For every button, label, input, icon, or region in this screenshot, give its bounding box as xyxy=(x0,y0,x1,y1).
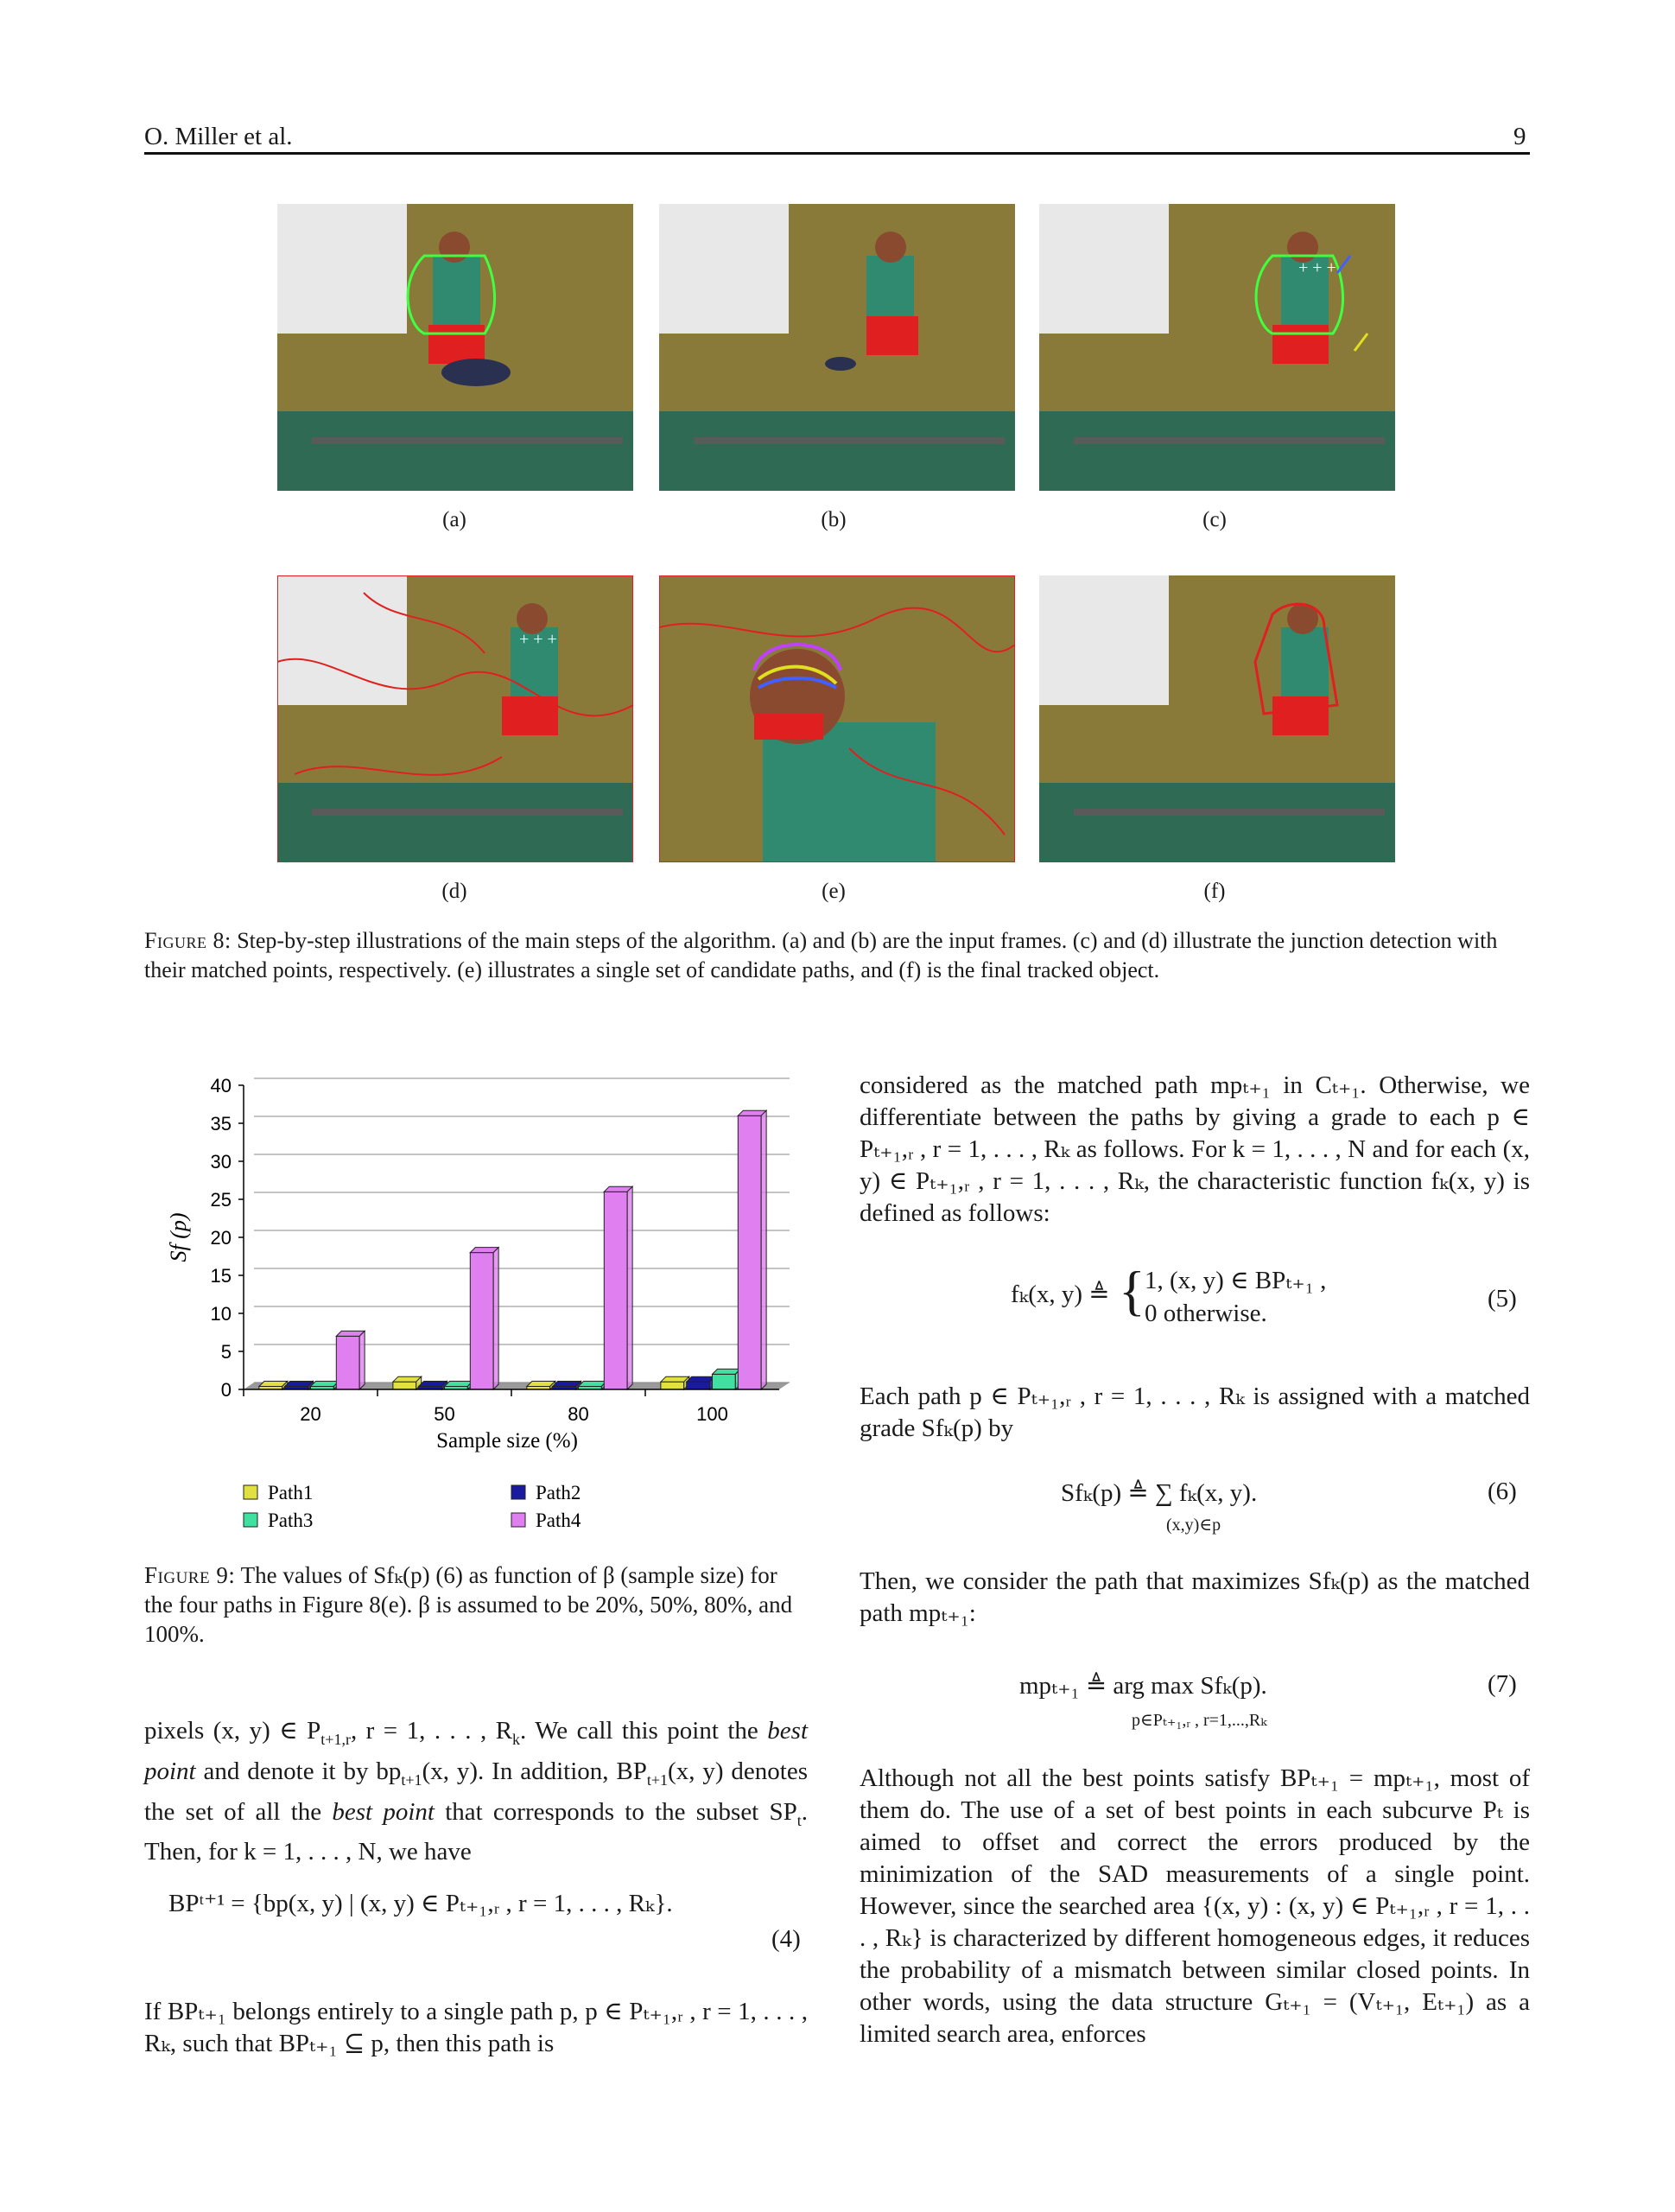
chart-bar-path3-20 xyxy=(311,1381,339,1389)
chart-bar-face xyxy=(738,1116,761,1389)
equation-7-subscript: p∈Pₜ₊₁,ᵣ , r=1,...,Rₖ xyxy=(1132,1711,1267,1730)
chart-y-tick-labels xyxy=(211,1075,232,1401)
chart-y-tick-label: 0 xyxy=(220,1379,232,1401)
chart-bar-face xyxy=(661,1382,684,1389)
chart-bar-path3-80 xyxy=(579,1381,607,1389)
svg-text:+ + +: + + + xyxy=(519,630,557,649)
right-column-paragraph-2: Each path p ∈ Pₜ₊₁,ᵣ , r = 1, . . . , Rₖ is assigned with a matched grade Sfₖ(p) by xyxy=(860,1382,1530,1442)
chart-y-tick-label: 15 xyxy=(210,1265,232,1287)
chart-gridlines xyxy=(244,1078,790,1389)
text-run: (x, y). In addition, BP xyxy=(422,1757,647,1785)
equation-6-subscript: (x,y)∈p xyxy=(1166,1516,1221,1535)
chart-bar-path3-50 xyxy=(445,1381,473,1389)
chart-bar-path1-50 xyxy=(393,1376,422,1389)
left-column-paragraph-1: pixels (x, y) ∈ $P_{t+1,r}$, r = 1, . . . , $R_k$. We call this point the best point and denote it by $bp_{t+1}(x$, y). In addition, $BP_{t+1}(x$, y) denotes the set of all the best point that corresponds to the subset $SP_t$. Then, for k = 1, . . . , N, we have xyxy=(144,1717,808,1866)
figure8-panel-b-image xyxy=(659,204,1015,491)
chart-bar-path4-100 xyxy=(738,1110,766,1389)
text-run: , r = 1, . . . , R xyxy=(350,1717,513,1745)
figure8-caption xyxy=(144,926,1530,985)
chart-bar-face xyxy=(393,1382,416,1389)
figure8-panel-e-image xyxy=(659,575,1015,862)
figure8-panel-d-image xyxy=(277,575,633,862)
chart-axes xyxy=(238,1085,779,1396)
right-column-paragraph-3: Then, we consider the path that maximizes Sfₖ(p) as the matched path mpₜ₊₁: xyxy=(860,1567,1530,1627)
chart-bar-path4-50 xyxy=(470,1248,498,1389)
chart-bar-path1-80 xyxy=(527,1381,555,1389)
figure8-panel-c-image xyxy=(1039,204,1395,491)
equation-6-number: (6) xyxy=(1488,1478,1517,1505)
text-run: pixels (x, y) ∈ P xyxy=(144,1717,321,1745)
chart-x-tick-label: 80 xyxy=(568,1403,589,1425)
chart-y-tick-label: 30 xyxy=(210,1151,232,1173)
chart-x-tick-labels xyxy=(300,1403,728,1425)
equation-5-case-2: 0 otherwise. xyxy=(1145,1300,1267,1327)
equation-5-number: (5) xyxy=(1488,1285,1517,1313)
figure8-caption-prefix: Figure 8: xyxy=(144,928,232,953)
right-column-paragraph-1: considered as the matched path mpₜ₊₁ in Cₜ₊₁. Otherwise, we differentiate between the paths by giving a grade to each p ∈ Pₜ₊₁,ᵣ , r = 1, . . . , Rₖ as follows. For k = 1, . . . , N and for each (x, y) ∈ Pₜ₊₁,ᵣ , r = 1, . . . , Rₖ, the characteristic function fₖ(x, y) is defined as follows: xyxy=(860,1071,1530,1227)
text-run: . Then, for k = 1, . . . , N, we have xyxy=(144,1797,808,1866)
chart-y-tick-label: 10 xyxy=(210,1303,232,1325)
page-number: 9 xyxy=(1513,123,1526,150)
chart-bar-path4-80 xyxy=(604,1186,632,1389)
figure9-caption-text: The values of Sfₖ(p) (6) as function of β (sample size) for the four paths in Figure 8(e). β is assumed to be 20%, 50%, 80%, and 100%. xyxy=(144,1562,793,1647)
chart-y-tick-label: 25 xyxy=(210,1189,232,1211)
chart-y-tick-label: 40 xyxy=(210,1075,232,1096)
header-rule xyxy=(144,152,1530,155)
chart-bar-path4-20 xyxy=(336,1331,365,1389)
figure8-label-c: (c) xyxy=(1202,508,1227,531)
text-run: t+1,r xyxy=(320,1730,351,1748)
left-column-paragraph-2: If BPₜ₊₁ belongs entirely to a single path p, p ∈ Pₜ₊₁,ᵣ , r = 1, . . . , Rₖ, such that BPₜ₊₁ ⊆ p, then this path is xyxy=(144,1998,808,2057)
chart-x-tick-label: 50 xyxy=(434,1403,455,1425)
chart-bar-path3-100 xyxy=(713,1369,741,1389)
chart-bar-side xyxy=(493,1248,498,1389)
figure8-panel-f-image xyxy=(1039,575,1395,862)
legend-swatch-path3 xyxy=(244,1513,257,1527)
figure8-label-f: (f) xyxy=(1203,880,1226,903)
equation-7-number: (7) xyxy=(1488,1670,1517,1698)
figure9-caption xyxy=(144,1560,808,1649)
legend-swatch-path4 xyxy=(511,1513,525,1527)
chart-bar-side xyxy=(627,1186,632,1389)
chart-bar-path1-20 xyxy=(259,1381,288,1389)
text-run: (x, y) denotes the set of all the xyxy=(144,1757,808,1826)
legend-swatch-path2 xyxy=(511,1485,525,1499)
chart-bar-side xyxy=(359,1331,365,1389)
chart-bar-path1-100 xyxy=(661,1376,689,1389)
chart-y-tick-label: 20 xyxy=(210,1227,232,1249)
text-run: that corresponds to the subset SP xyxy=(434,1797,797,1826)
figure9-caption-prefix: Figure 9: xyxy=(144,1562,236,1588)
figure8-label-b: (b) xyxy=(821,508,847,531)
equation-6: Sfₖ(p) ≜ ∑ fₖ(x, y). xyxy=(1061,1479,1258,1507)
equation-5-brace: { xyxy=(1119,1260,1145,1321)
figure8-label-d: (d) xyxy=(441,880,467,903)
chart-bar-face xyxy=(336,1336,359,1389)
legend-label-path1: Path1 xyxy=(268,1482,314,1503)
chart-bar-path2-80 xyxy=(553,1381,581,1389)
legend-label-path3: Path3 xyxy=(268,1510,314,1531)
right-column-paragraph-4: Although not all the best points satisfy BPₜ₊₁ = mpₜ₊₁, most of them do. The use of a set of best points in each subcurve Pₜ is aimed to offset and correct the errors produced by the minimization of the SAD measurements of a single point. However, since the searched area {(x, y) : (x, y) ∈ Pₜ₊₁,ᵣ , r = 1, . . . , Rₖ} is characterized by different homogeneous edges, it reduces the probability of a mismatch between similar closed points. In other words, using the data structure Gₜ₊₁ = (Vₜ₊₁, Eₜ₊₁) as a limited search area, enforces xyxy=(860,1764,1530,2048)
chart-bar-face xyxy=(470,1253,493,1389)
chart-bar-face xyxy=(713,1374,736,1389)
text-run: . We call this point the xyxy=(520,1717,768,1745)
equation-5-lhs: fₖ(x, y) ≜ xyxy=(1011,1281,1110,1308)
figure8-label-e: (e) xyxy=(822,880,846,903)
text-run-italic: best point xyxy=(332,1797,435,1826)
figure8-panel-a-image xyxy=(277,204,633,491)
chart-bar-face xyxy=(687,1382,710,1389)
chart-x-tick-label: 20 xyxy=(300,1403,321,1425)
chart-bar-path2-20 xyxy=(285,1381,314,1389)
svg-text:+ + +: + + + xyxy=(1298,258,1336,277)
text-run: and denote it by bp xyxy=(195,1757,402,1785)
chart-bars xyxy=(259,1110,766,1389)
chart-x-axis-label: Sample size (%) xyxy=(436,1429,578,1452)
figure8-label-a: (a) xyxy=(442,508,466,531)
legend-label-path4: Path4 xyxy=(536,1510,581,1531)
figure8-caption-text: Step-by-step illustrations of the main steps of the algorithm. (a) and (b) are the input frames. (c) and (d) illustrate the junction detection with their matched points, respectively. (e) illustrates a single set of candidate paths, and (f) is the final tracked object. xyxy=(144,928,1498,982)
chart-y-axis-label: Sf (p) xyxy=(166,1212,191,1262)
equation-5-case-1: 1, (x, y) ∈ BPₜ₊₁ , xyxy=(1145,1267,1327,1294)
chart-y-tick-label: 35 xyxy=(210,1113,232,1135)
text-run-italic: best point xyxy=(144,1717,808,1785)
running-header-author: O. Miller et al. xyxy=(144,123,293,150)
chart-x-tick-label: 100 xyxy=(696,1403,728,1425)
equation-4-number: (4) xyxy=(771,1925,801,1953)
chart-y-tick-label: 5 xyxy=(220,1341,232,1363)
equation-4: BPᵗ⁺¹ = {bp(x, y) | (x, y) ∈ Pₜ₊₁,ᵣ , r = 1, . . . , Rₖ}. xyxy=(168,1890,673,1917)
chart-bar-path2-100 xyxy=(687,1376,715,1389)
chart-legend xyxy=(244,1482,581,1531)
figure9-bar-chart xyxy=(144,1067,818,1551)
chart-bar-face xyxy=(604,1192,627,1389)
chart-bar-side xyxy=(761,1110,766,1389)
chart-bar-path2-50 xyxy=(419,1381,447,1389)
legend-label-path2: Path2 xyxy=(536,1482,581,1503)
legend-swatch-path1 xyxy=(244,1485,257,1499)
equation-7: mpₜ₊₁ ≜ arg max Sfₖ(p). xyxy=(1019,1672,1267,1700)
